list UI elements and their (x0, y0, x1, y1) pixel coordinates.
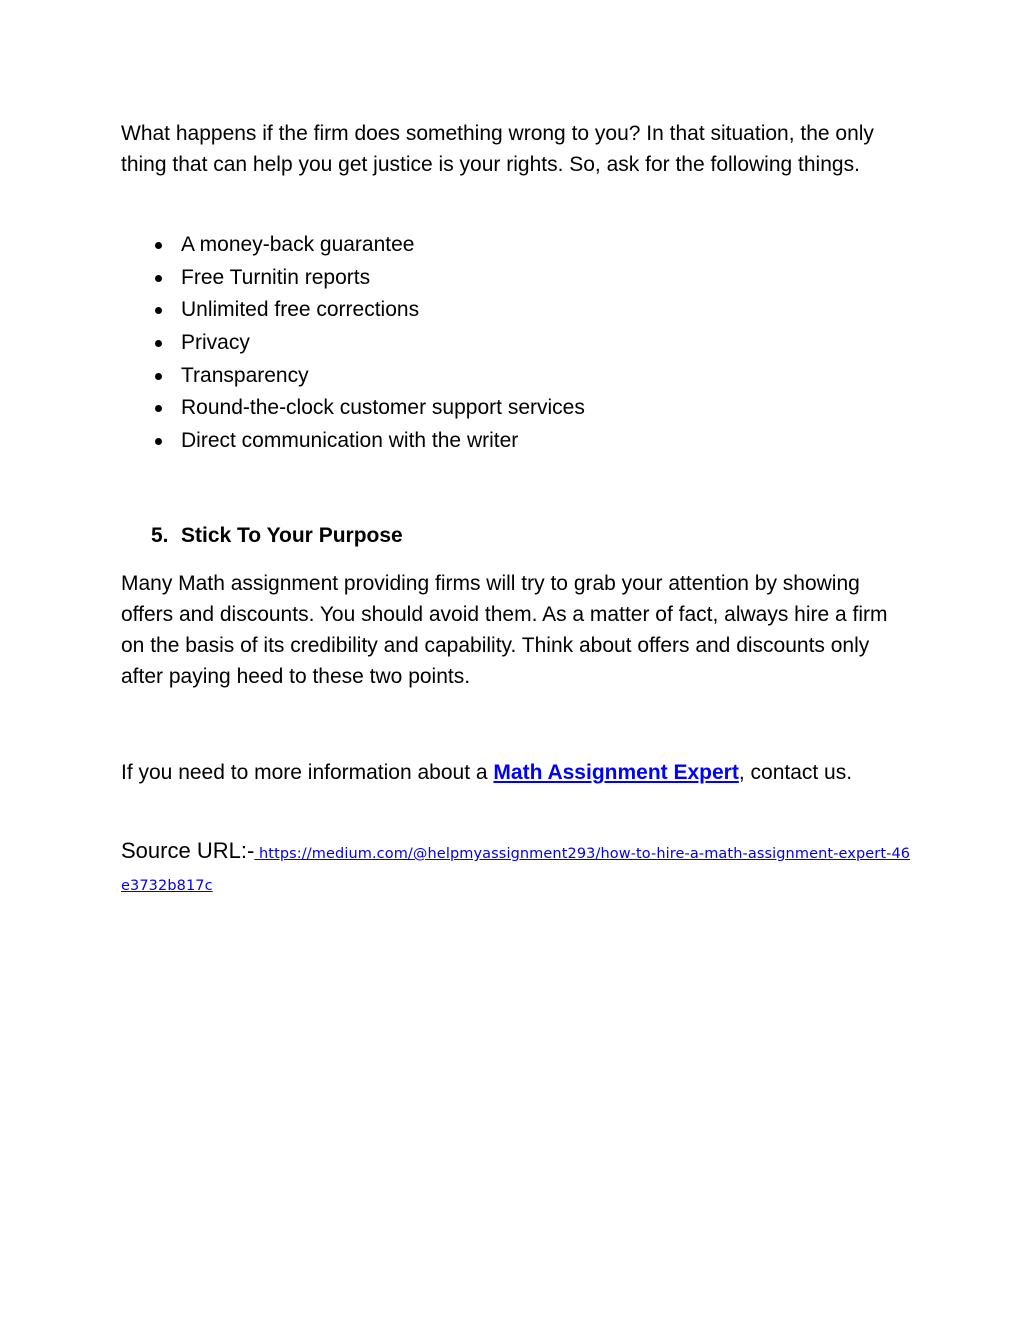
source-url-line (121, 836, 911, 901)
list-item-label: Privacy (181, 331, 250, 355)
bullet-icon (155, 275, 162, 282)
section-title: Stick To Your Purpose (181, 524, 403, 547)
math-assignment-expert-link[interactable]: Math Assignment Expert (493, 761, 739, 784)
contact-text-after: , contact us. (738, 761, 853, 784)
list-item-label: A money-back guarantee (181, 233, 415, 256)
list-item (0, 392, 900, 425)
list-item (0, 229, 900, 262)
section-number: 5. (151, 524, 169, 547)
rights-bullet-list (0, 229, 900, 458)
list-item-label: Direct communication with the writer (181, 429, 519, 453)
list-item-label: Unlimited free corrections (181, 298, 420, 322)
source-url-link[interactable]: https://medium.com/@helpmyassignment293/how-to-hire-a-math-assignment-expert-46e3732b817c (121, 846, 911, 894)
contact-text-before: If you need to more information about a (121, 761, 494, 784)
section-heading (151, 520, 403, 551)
list-item (0, 327, 900, 360)
list-item (0, 262, 900, 295)
source-url-label: Source URL:- (121, 838, 255, 863)
list-item (0, 425, 900, 458)
bullet-icon (155, 340, 162, 347)
bullet-icon (155, 373, 162, 380)
list-item (0, 360, 900, 393)
bullet-icon (155, 242, 162, 249)
purpose-paragraph: Many Math assignment providing firms will try to grab your attention by showing offers and discounts. You should avoid them. As a matter of fact, always hire a firm on the basis of its credibility and capability. Think about offers and discounts only after paying heed to these two points. (121, 572, 888, 688)
bullet-icon (155, 307, 162, 314)
intro-paragraph: What happens if the firm does something wrong to you? In that situation, the only thing that can help you get justice is your rights. So, ask for the following things. (121, 122, 874, 176)
bullet-icon (155, 438, 162, 445)
contact-paragraph (121, 757, 911, 788)
list-item-label: Round-the-clock customer support services (181, 396, 585, 420)
list-item-label: Free Turnitin reports (181, 265, 371, 289)
bullet-icon (155, 405, 162, 412)
list-item-label: Transparency (181, 363, 309, 387)
list-item (0, 294, 900, 327)
